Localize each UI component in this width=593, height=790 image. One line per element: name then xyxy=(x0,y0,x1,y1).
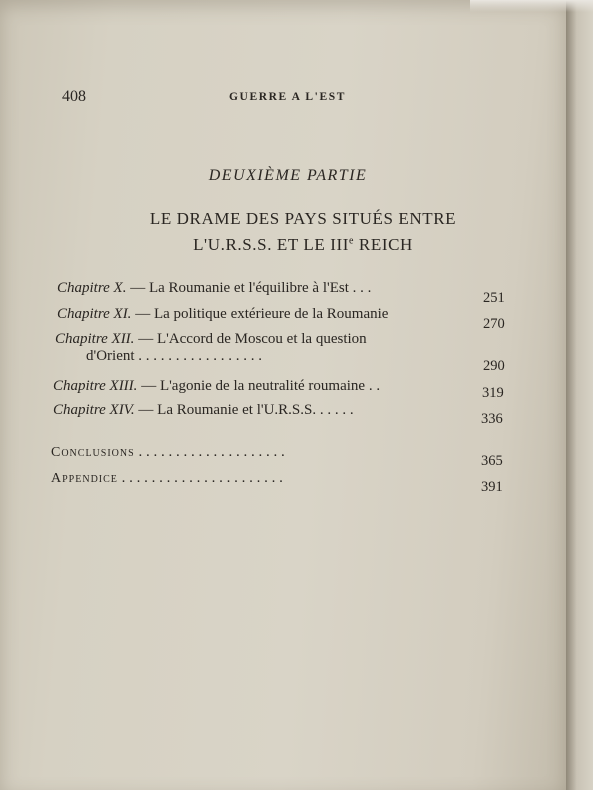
section-heading-line2: L'U.R.S.S. ET LE IIIe REICH xyxy=(193,235,413,254)
leader-dots: . . . . . . . . . . . . . . . . . . . . xyxy=(138,444,285,460)
background-gap xyxy=(470,0,593,12)
toc-page-number: 319 xyxy=(482,385,504,401)
page-number: 408 xyxy=(62,88,86,105)
toc-entry-chapter-xii[interactable]: Chapitre XII. — L'Accord de Moscou et la question xyxy=(55,331,367,347)
running-head: GUERRE A L'EST xyxy=(229,91,346,103)
section-heading-line1: LE DRAME DES PAYS SITUÉS ENTRE xyxy=(149,209,457,228)
adjacent-page-edge xyxy=(566,0,593,790)
toc-entry-continuation: d'Orient . . . . . . . . . . . . . . . . . xyxy=(86,348,263,364)
leader-dots: . . . . . . . . . . . . . . . . . xyxy=(138,348,263,364)
toc-page-number: 391 xyxy=(481,479,503,495)
toc-page-number: 365 xyxy=(481,453,503,469)
toc-entry-chapter-x[interactable]: Chapitre X. — La Roumanie et l'équilibre à l'Est . . . xyxy=(57,280,372,296)
toc-entry-chapter-xiv[interactable]: Chapitre XIV. — La Roumanie et l'U.R.S.S. . . . . . xyxy=(53,402,354,418)
toc-page-number: 270 xyxy=(483,316,505,332)
toc-entry-conclusions[interactable]: Conclusions . . . . . . . . . . . . . . . . . . . . xyxy=(51,444,285,460)
toc-entry-chapter-xiii[interactable]: Chapitre XIII. — L'agonie de la neutralité roumaine . . xyxy=(53,378,381,394)
leader-dots: . . xyxy=(368,378,381,394)
toc-page-number: 290 xyxy=(483,358,505,374)
leader-dots: . . . xyxy=(352,280,372,296)
toc-page-number: 336 xyxy=(481,411,503,427)
leader-dots: . . . . . . . . . . . . . . . . . . . . . . xyxy=(121,470,283,486)
part-title: DEUXIÈME PARTIE xyxy=(208,167,368,184)
toc-page-number: 251 xyxy=(483,290,505,306)
toc-entry-appendice[interactable]: Appendice . . . . . . . . . . . . . . . . . . . . . . xyxy=(51,470,283,486)
leader-dots: . . . . . xyxy=(319,402,354,418)
toc-entry-chapter-xi[interactable]: Chapitre XI. — La politique extérieure de la Roumanie xyxy=(57,306,389,322)
